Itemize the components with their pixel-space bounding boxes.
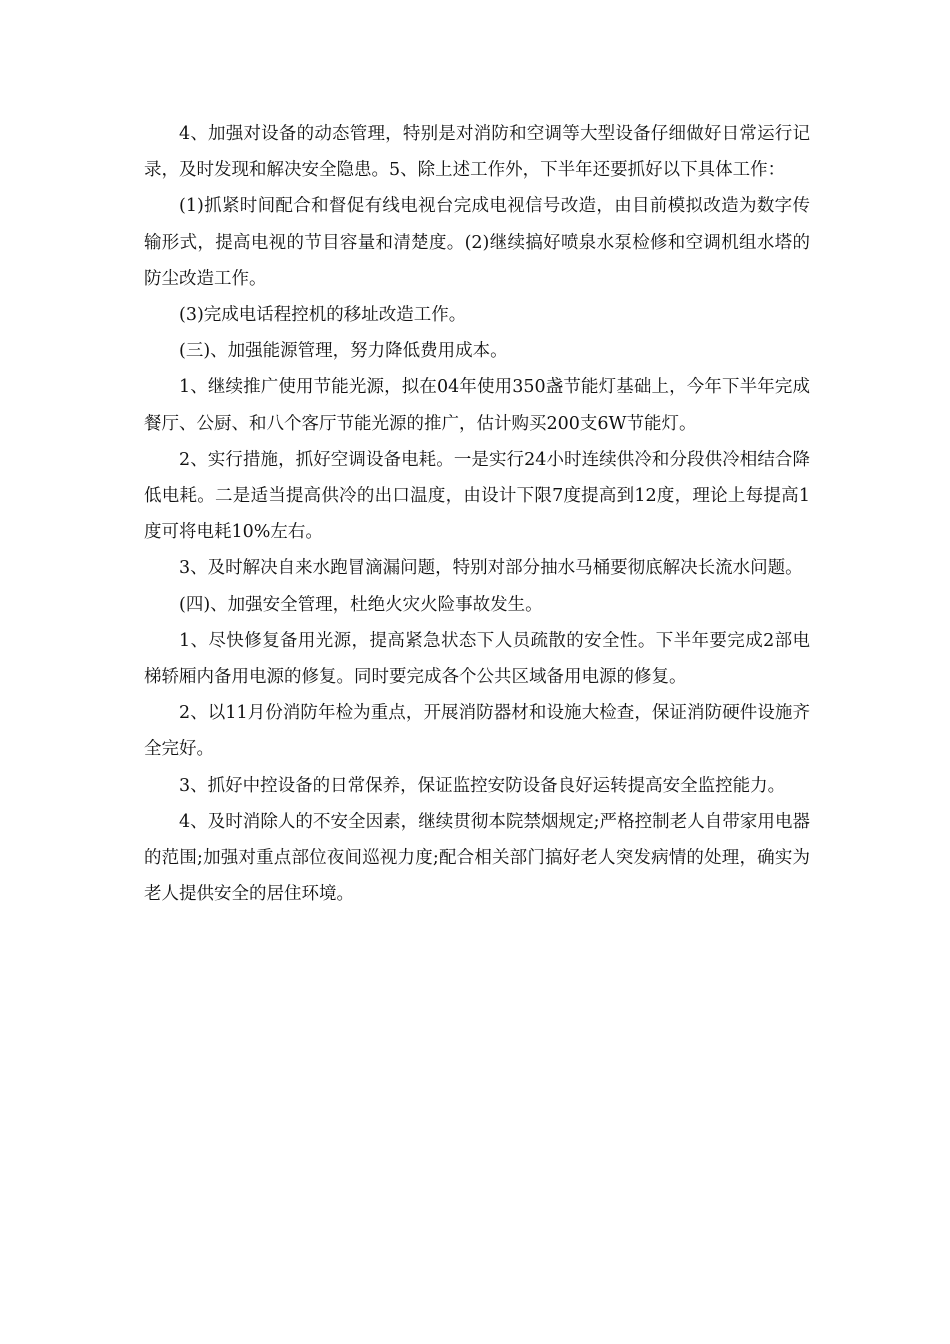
paragraph-air-conditioning: 2、实行措施，抓好空调设备电耗。一是实行24小时连续供冷和分段供冷相结合降低电耗。二是适当提高供冷的出口温度，由设计下限7度提高到12度，理论上每提高1度可将电耗10%左右。 [144, 449, 810, 543]
paragraph-tv-signal-upgrade: (1)抓紧时间配合和督促有线电视台完成电视信号改造，由目前模拟改造为数字传输形式，提高电视的节目容量和清楚度。(2)继续搞好喷泉水泵检修和空调机组水塔的防尘改造工作。 [144, 196, 810, 289]
paragraph-backup-lighting: 1、尽快修复备用光源，提高紧急状态下人员疏散的安全性。下半年要完成2部电梯轿厢内备用电源的修复。同时要完成各个公共区域备用电源的修复。 [144, 630, 810, 688]
paragraph-central-control: 3、抓好中控设备的日常保养，保证监控安防设备良好运转提高安全监控能力。 [179, 775, 786, 796]
section-heading-safety: (四)、加强安全管理，杜绝火灾火险事故发生。 [179, 594, 543, 615]
paragraph-water-leakage: 3、及时解决自来水跑冒滴漏问题，特别对部分抽水马桶要彻底解决长流水问题。 [179, 558, 803, 579]
paragraph-safety-factors: 4、及时消除人的不安全因素，继续贯彻本院禁烟规定;严格控制老人自带家用电器的范围;加强对重点部位夜间巡视力度;配合相关部门搞好老人突发病情的处理，确实为老人提供安全的居住环境。 [144, 811, 810, 905]
paragraph-fire-inspection: 2、以11月份消防年检为重点，开展消防器材和设施大检查，保证消防硬件设施齐全完好。 [144, 703, 810, 760]
paragraph-energy-saving-lights: 1、继续推广使用节能光源，拟在04年使用350盏节能灯基础上，今年下半年完成餐厅、公厨、和八个客厅节能光源的推广，估计购买200支6W节能灯。 [144, 377, 810, 434]
section-heading-energy: (三)、加强能源管理，努力降低费用成本。 [179, 341, 508, 362]
paragraph-phone-relocation: (3)完成电话程控机的移址改造工作。 [179, 305, 467, 326]
document-body [144, 116, 810, 912]
paragraph-equipment-management: 4、加强对设备的动态管理，特别是对消防和空调等大型设备仔细做好日常运行记录，及时发现和解决安全隐患。5、除上述工作外，下半年还要抓好以下具体工作： [144, 124, 810, 181]
